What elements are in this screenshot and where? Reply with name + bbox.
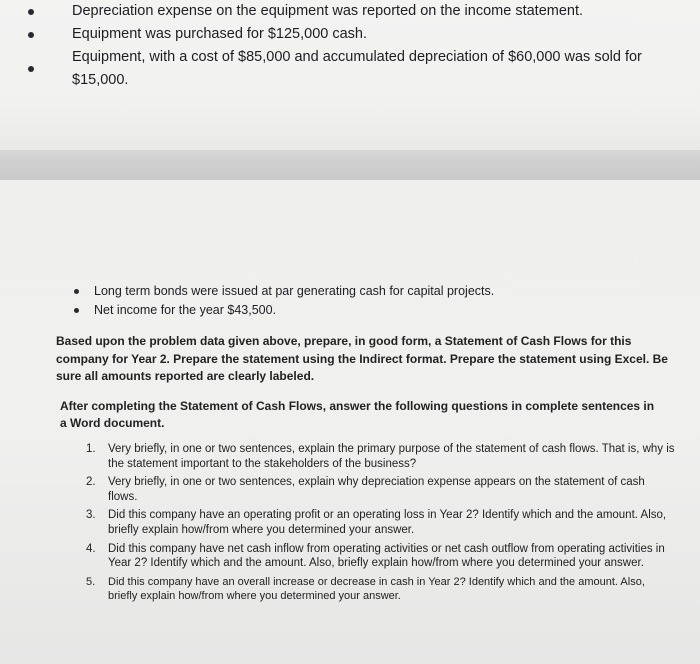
bullet-text: Depreciation expense on the equipment was reported on the income statement. (72, 3, 584, 19)
question-number: 1. (86, 443, 96, 455)
bullet-text: Equipment, with a cost of $85,000 and accumulated depreciation of $60,000 was sold for $15,000. (72, 49, 642, 88)
question-text: Did this company have net cash inflow from operating activities or net cash outflow from operating activities in Year 2? Identify which and the amount. Also, briefly explain how/from where you determined your answer. (108, 542, 665, 570)
bullet-icon (74, 289, 79, 294)
list-item (74, 282, 494, 301)
question-number: 2. (86, 476, 96, 489)
question-number: 3. (86, 509, 96, 522)
question-item (86, 442, 676, 471)
list-item (28, 0, 700, 23)
list-item (74, 301, 494, 320)
page-divider-band (0, 150, 700, 180)
question-item (86, 542, 676, 571)
question-text: Did this company have an operating profit or an operating loss in Year 2? Identify which and the amount. Also, briefly explain how/from where you determined your answer. (108, 509, 667, 536)
bullet-text: Net income for the year $43,500. (94, 303, 277, 317)
question-text: Very briefly, in one or two sentences, explain the primary purpose of the statement of cash flows. That is, why is the statement important to the stakeholders of the business? (108, 443, 675, 470)
instructions-paragraph: Based upon the problem data given above, prepare, in good form, a Statement of Cash Flows for this company for Year 2. Prepare the statement using the Indirect format. Prepare the statement using Excel. Be sure all amounts reported are clearly labeled. (56, 334, 668, 383)
bullet-text: Long term bonds were issued at par generating cash for capital projects. (94, 284, 495, 298)
bullet-icon (28, 32, 34, 38)
question-number: 4. (86, 542, 96, 555)
list-item (28, 23, 700, 46)
list-item (28, 46, 700, 92)
after-completing-paragraph: After completing the Statement of Cash Flows, answer the following questions in complete sentences in a Word document. (60, 399, 655, 430)
question-number: 5. (86, 575, 96, 588)
question-text: Very briefly, in one or two sentences, explain why depreciation expense appears on the statement of cash flows. (108, 476, 645, 503)
bullet-text: Equipment was purchased for $125,000 cash. (72, 26, 368, 42)
bullet-icon (74, 308, 79, 313)
questions-list (86, 442, 676, 608)
bullet-icon (28, 9, 34, 15)
question-item (86, 575, 676, 604)
bottom-bullet-list (74, 282, 494, 320)
bullet-icon (28, 66, 34, 72)
question-item (86, 475, 676, 504)
question-item (86, 508, 676, 537)
top-bullet-list (28, 0, 700, 92)
question-text: Did this company have an overall increase or decrease in cash in Year 2? Identify which and the amount. Also, briefly explain how/from where you determined your answer. (108, 575, 645, 603)
